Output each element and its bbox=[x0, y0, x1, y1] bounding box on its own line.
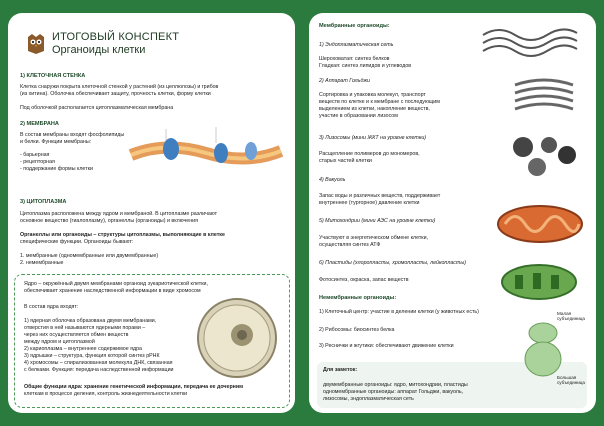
page-title: ИТОГОВЫЙ КОНСПЕКТ bbox=[52, 31, 180, 43]
golgi-title: 2) Аппарат Гольджи bbox=[319, 78, 370, 84]
plastids-text: Фотосинтез, окраска, запас веществ bbox=[319, 277, 409, 283]
membrane-func-1: - барьерная bbox=[20, 152, 50, 158]
er-text-1: Шероховатая: синтез белков bbox=[319, 56, 390, 62]
lysosome-illustration bbox=[509, 133, 579, 179]
membrane-text-1: В состав мембраны входят фосфолипиды bbox=[20, 132, 125, 138]
chloroplast-illustration bbox=[499, 261, 579, 303]
cytoplasm-text-1: Цитоплазма расположена между ядром и мембраной. В цитоплазме различают bbox=[20, 211, 218, 217]
nucleus-item-6: 3) ядрышки – структура, функция которой синтез рРНК bbox=[24, 353, 160, 359]
mitochondria-text-2: осуществляя синтез АТФ bbox=[319, 242, 381, 248]
nonmembrane-title: Немембранные органоиды: bbox=[319, 295, 397, 301]
golgi-text-1: Сортировка и упаковка молекул, транспорт bbox=[319, 92, 426, 98]
nucleus-item-7: 4) хромосомы – спирализованная молекула ДНК, связанная bbox=[24, 360, 173, 366]
section-cell-wall-title: 1) КЛЕТОЧНАЯ СТЕНКА bbox=[20, 73, 86, 79]
notes-text-1: двумембранные органоиды: ядро, митохондрии, пластиды bbox=[323, 382, 468, 388]
lysosome-title: 3) Лизосомы (мини ЖКТ на уровне клетки) bbox=[319, 135, 427, 141]
membrane-func-2: - рецепторная bbox=[20, 159, 55, 165]
nucleus-item-3: через них осуществляется обмен веществ bbox=[24, 332, 129, 338]
mitochondria-illustration bbox=[495, 201, 585, 247]
cell-wall-text-3: Под оболочкой располагается цитоплазматическая мембрана bbox=[20, 105, 174, 111]
er-illustration bbox=[479, 25, 579, 61]
golgi-illustration bbox=[509, 75, 579, 119]
notes-text-2: одномембранные органоиды: аппарат Гольджи, вакуоль, bbox=[323, 389, 464, 395]
ribosome-illustration bbox=[523, 321, 563, 379]
nucleus-item-5: 2) кариоплазма – внутреннее содержимое ядра bbox=[24, 346, 142, 352]
organelles-text-1: Органеллы или органоиды – структуры цитоплазмы, выполняющие в клетке bbox=[20, 232, 225, 238]
er-title: 1) Эндоплазматическая сеть bbox=[319, 42, 394, 48]
ribosome-small-subunit-label: Малая субъединица bbox=[557, 311, 585, 322]
notes-text-3: лизосомы, эндоплазматическая сеть bbox=[323, 396, 414, 402]
nonmembrane-item-2: 2) Рибосомы: биосинтез белка bbox=[319, 327, 395, 333]
er-text-2: Гладкая: синтез липидов и углеводов bbox=[319, 63, 412, 69]
ribosome-big-subunit-label: Большая субъединица bbox=[557, 375, 585, 386]
vacuole-text-1: Запас воды и различных веществ, поддерживает bbox=[319, 193, 441, 199]
cell-wall-text-2: (из хитина). Оболочка обеспечивает защиту, прочность клетки, форму клетки bbox=[20, 91, 211, 97]
nucleus-item-2: отверстия в ней называются ядерными порами – bbox=[24, 325, 146, 331]
left-page bbox=[8, 13, 295, 413]
nonmembrane-item-3: 3) Реснички и жгутики: обеспечивают движение клетки bbox=[319, 343, 454, 349]
vacuole-text-2: внутреннее (тургорное) давление клетки bbox=[319, 200, 420, 206]
nucleus-summary-2: клеткам в процессе деления, контроль жизнедеятельности клетки bbox=[24, 391, 188, 397]
membrane-text-2: и белки. Функции мембраны: bbox=[20, 139, 92, 145]
membrane-diagram bbox=[126, 123, 286, 185]
lysosome-text-2: старых частей клетки bbox=[319, 158, 372, 164]
mitochondria-title: 5) Митохондрии (мини АЭС на уровне клетки) bbox=[319, 218, 436, 224]
membrane-func-3: - поддержание формы клетки bbox=[20, 166, 93, 172]
section-cytoplasm-title: 3) ЦИТОПЛАЗМА bbox=[20, 199, 67, 205]
page-subtitle: Органоиды клетки bbox=[52, 44, 146, 56]
nonmembrane-item-1: 1) Клеточный центр: участие в делении клетки (у животных есть) bbox=[319, 309, 479, 315]
membrane-organelles-title: Мембранные органоиды: bbox=[319, 23, 390, 29]
organelles-type-2: 2. немембранные bbox=[20, 260, 64, 266]
logo-owl-icon bbox=[26, 33, 46, 55]
notes-title: Для заметок: bbox=[323, 367, 358, 373]
nucleus-item-8: с белками. Функция: передача наследственной информации bbox=[24, 367, 174, 373]
nucleus-struct-title: В состав ядра входят: bbox=[24, 304, 79, 310]
golgi-text-4: участие в образовании лизосом bbox=[319, 113, 398, 119]
nucleus-illustration bbox=[196, 297, 278, 379]
lysosome-text-1: Расщепление полимеров до мономеров, bbox=[319, 151, 420, 157]
organelles-text-2: специфические функции. Органоиды бывают: bbox=[20, 239, 134, 245]
mitochondria-text-1: Участвуют в энергетическом обмене клетки, bbox=[319, 235, 429, 241]
nucleus-item-1: 1) ядерная оболочка образована двумя мембранами, bbox=[24, 318, 157, 324]
nucleus-item-4: между ядром и цитоплазмой bbox=[24, 339, 95, 345]
nucleus-def-2: обеспечивает хранение наследственной информации в виде хромосом bbox=[24, 288, 201, 294]
golgi-text-2: веществ по клетке и к мембране с последующим bbox=[319, 99, 440, 105]
organelles-type-1: 1. мембранные (одномембранные или двумембранные) bbox=[20, 253, 159, 259]
nucleus-def-1: Ядро – окружённый двумя мембранами органоид эукариотической клетки, bbox=[24, 281, 208, 287]
section-membrane-title: 2) МЕМБРАНА bbox=[20, 121, 59, 127]
right-page bbox=[309, 13, 596, 413]
vacuole-title: 4) Вакуоль bbox=[319, 177, 346, 183]
cell-wall-text-1: Клетка снаружи покрыта клеточной стенкой у растений (из целлюлозы) и грибов bbox=[20, 84, 219, 90]
plastids-title: 6) Пластиды (хлоропласты, хромопласты, лейкопласты) bbox=[319, 260, 467, 266]
cytoplasm-text-2: основное вещество (гиалоплазму), органеллы (органоиды) и включения bbox=[20, 218, 199, 224]
golgi-text-3: выделением из клетки, накопление веществ, bbox=[319, 106, 430, 112]
nucleus-summary-1: Общие функции ядра: хранение генетической информации, передача ее дочерним bbox=[24, 384, 244, 390]
